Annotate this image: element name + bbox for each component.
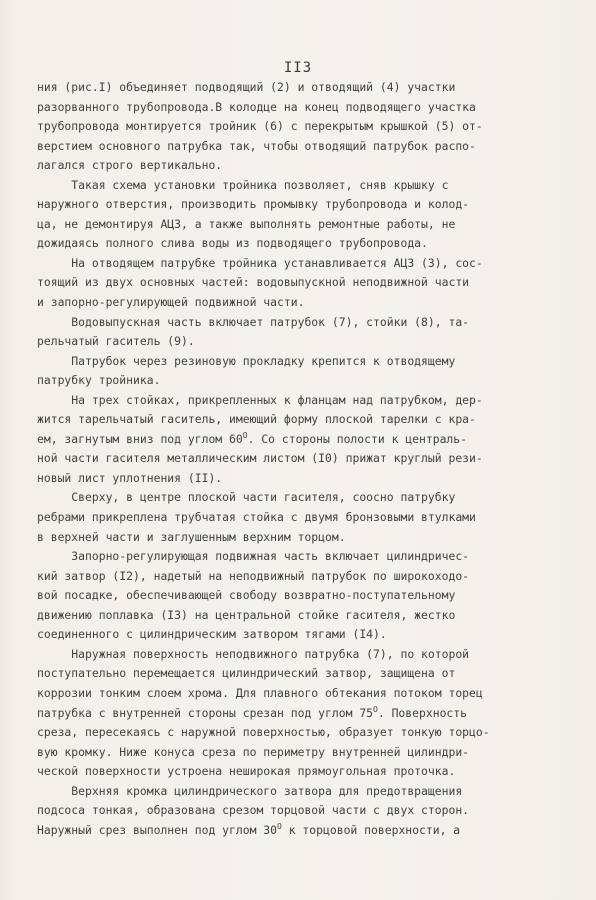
text-line [37, 352, 577, 372]
text-line [37, 195, 577, 215]
text-line-content: Запорно-регулирующая подвижная часть включает цилиндричес- [37, 549, 470, 564]
text-line-content: вую кромку. Ниже конуса среза по периметру внутренней цилиндри- [37, 744, 470, 759]
text-line-content: дожидаясь полного слива воды из подводящего трубопровода. [37, 236, 428, 251]
text-line-content: соединенного с цилиндрическим затвором тягами (I4). [37, 627, 387, 642]
text-line-content: На отводящем патрубке тройника устанавливается АЦЗ (3), сос- [37, 255, 483, 270]
text-line [37, 313, 577, 333]
text-line [37, 469, 577, 489]
degree-superscript: O [277, 821, 282, 831]
text-line-content: Наружный срез выполнен под углом 30 [37, 822, 278, 837]
text-line-content: рельчатый гаситель (9). [37, 334, 195, 349]
text-line-continuation: к торцовой поверхности, а [281, 822, 461, 837]
text-line-content: поступательно перемещается цилиндрический затвор, защищена от [37, 666, 456, 681]
text-line [37, 586, 577, 606]
text-line [37, 723, 577, 743]
text-line-content: ем, загнутым вниз под углом 60 [37, 431, 243, 446]
text-line [37, 156, 577, 176]
text-line-content: трубопровода монтируется тройник (6) с перекрытым крышкой (5) от- [37, 119, 483, 134]
page-number: II3 [283, 60, 313, 76]
text-line-continuation: . Со стороны полости к централь- [247, 431, 468, 446]
text-line-content: новый лист уплотнения (II). [37, 470, 223, 485]
text-line [37, 664, 577, 684]
text-line [37, 332, 577, 352]
text-line-content: жится тарельчатый гаситель, имеющий форму плоской тарелки с кра- [37, 412, 476, 427]
text-line-content: вой посадке, обеспечивающей свободу возвратно-поступательному [37, 588, 456, 603]
text-line-content: ния (рис.I) объединяет подводящий (2) и отводящий (4) участки [37, 80, 456, 94]
text-line [37, 782, 577, 802]
text-line [37, 293, 577, 313]
text-line [37, 743, 577, 763]
text-line-content: Верхняя кромка цилиндрического затвора для предотвращения [37, 783, 463, 798]
text-line [37, 215, 577, 235]
text-line-content: наружного отверстия, производить промывку трубопровода и колод- [37, 197, 470, 212]
text-line [37, 762, 577, 782]
text-line-content: верстием основного патрубка так, чтобы отводящий патрубок распо- [37, 138, 476, 153]
text-line [37, 254, 577, 274]
text-line-content: подсоса тонкая, образована срезом торцовой части с двух сторон. [37, 803, 470, 818]
text-line-content: Водовыпускная часть включает патрубок (7), стойки (8), та- [37, 314, 470, 329]
degree-superscript: O [242, 430, 248, 440]
text-line [37, 567, 577, 587]
text-line [37, 508, 577, 528]
text-line-content: На трех стойках, прикрепленных к фланцам над патрубком, дер- [37, 392, 483, 407]
text-line [37, 528, 577, 548]
text-line [37, 449, 577, 469]
text-line [37, 821, 577, 841]
text-line [37, 137, 577, 157]
text-line-content: в верхней части и заглушенным верхним торцом. [37, 529, 346, 544]
text-line [37, 410, 577, 430]
text-line-continuation: . Поверхность [377, 705, 468, 720]
text-line [37, 98, 577, 118]
text-line-content: патрубка с внутренней стороны срезан под углом 75 [37, 705, 374, 720]
text-line-content: движению поплавка (I3) на центральной стойке гасителя, жестко [37, 607, 456, 622]
text-line-content: и запорно-регулирующей подвижной части. [37, 295, 305, 310]
text-line-content: разорванного трубопровода.В колодце на конец подводящего участка [37, 99, 476, 114]
text-line-content: Наружная поверхность неподвижного патрубка (7), по которой [37, 646, 470, 661]
body-text [37, 78, 577, 840]
text-line-content: ца, не демонтируя АЦЗ, а также выполнять ремонтные работы, не [37, 216, 456, 231]
text-line [37, 273, 577, 293]
text-line-content: кий затвор (I2), надетый на неподвижный патрубок по широкоходо- [37, 568, 470, 583]
text-line [37, 547, 577, 567]
text-line-content: ческой поверхности устроена неширокая прямоугольная проточка. [37, 764, 456, 779]
text-line-content: Сверху, в центре плоской части гасителя, соосно патрубку [37, 490, 456, 505]
text-line-content: тоящий из двух основных частей: водовыпускной неподвижной части [37, 275, 470, 290]
text-line [37, 606, 577, 626]
text-line [37, 801, 577, 821]
text-line-content: ребрами прикреплена трубчатая стойка с двумя бронзовыми втулками [37, 510, 476, 525]
text-line-content: коррозии тонким слоем хрома. Для плавного обтекания потоком торец [37, 685, 483, 700]
text-line [37, 234, 577, 254]
text-line [37, 117, 577, 137]
text-line [37, 645, 577, 665]
text-line-content: лагался строго вертикально. [37, 158, 223, 173]
text-line [37, 176, 577, 196]
text-line-content: Патрубок через резиновую прокладку крепится к отводящему [37, 353, 456, 368]
text-line [37, 684, 577, 704]
text-line [37, 704, 577, 724]
text-line [37, 625, 577, 645]
text-line [37, 488, 577, 508]
text-line-content: среза, пересекаясь с наружной поверхностью, образует тонкую торцо- [37, 725, 490, 740]
text-line [37, 430, 577, 450]
text-line-content: ной части гасителя металлическим листом (I0) прижат круглый рези- [37, 451, 483, 466]
text-line-content: патрубку тройника. [37, 373, 161, 388]
text-line-content: Такая схема установки тройника позволяет, сняв крышку с [37, 177, 449, 192]
text-line [37, 78, 577, 98]
text-line [37, 391, 577, 411]
text-line [37, 371, 577, 391]
degree-superscript: O [373, 704, 378, 714]
